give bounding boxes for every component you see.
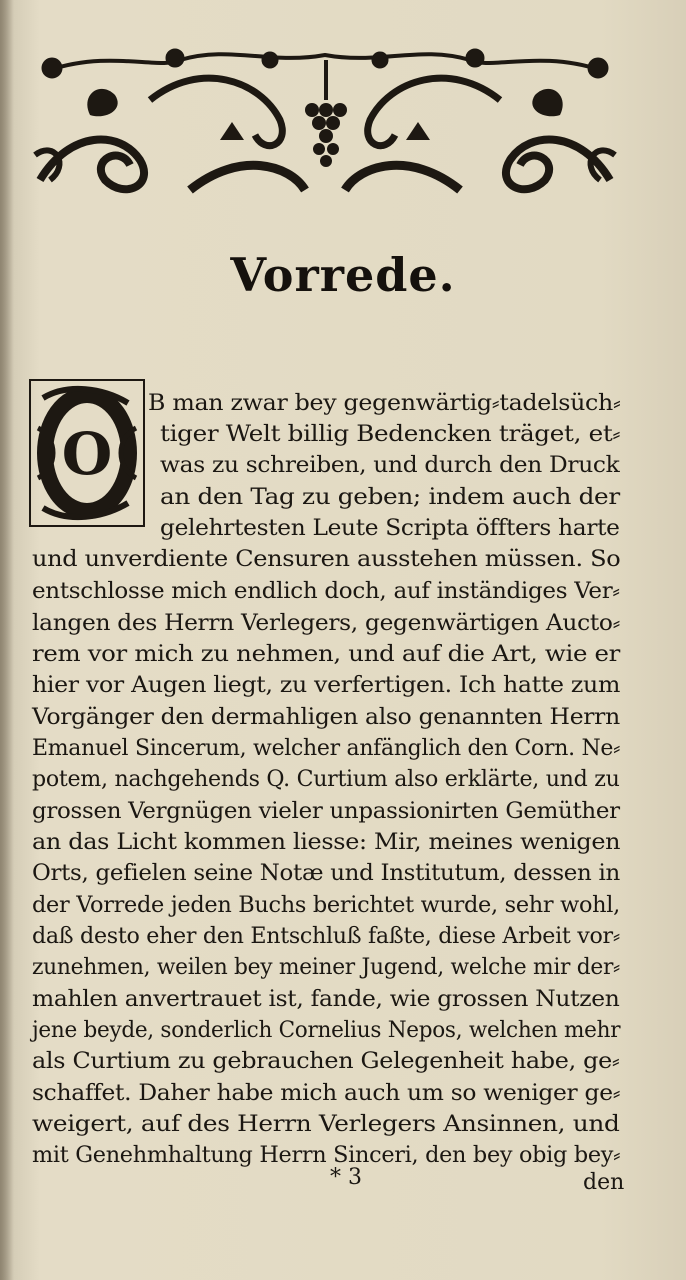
text-line: grossen Vergnügen vieler unpassionirten Gemüther [32,798,620,824]
text-line: Orts, gefielen seine Notæ und Institutum, dessen in [32,860,620,886]
text-line: an den Tag zu geben; indem auch der [160,484,620,510]
catchword: den [583,1170,625,1195]
text-line: der Vorrede jeden Buchs berichtet wurde, sehr wohl, [32,892,620,918]
text-line: gelehrtesten Leute Scripta öffters harte [160,515,620,541]
text-line: Emanuel Sincerum, welcher anfänglich den Corn. Ne⸗ [32,735,621,761]
text-line: weigert, auf des Herrn Verlegers Ansinnen, und [32,1111,620,1137]
signature-mark: * 3 [330,1165,362,1190]
text-line: Vorgänger den dermahligen also genannten Herrn [32,704,620,730]
svg-text:O: O [61,420,113,488]
text-line: rem vor mich zu nehmen, und auf die Art, wie er [32,641,620,667]
text-line: hier vor Augen liegt, zu verfertigen. Ich hatte zum [32,672,621,698]
text-line: zunehmen, weilen bey meiner Jugend, welche mir der⸗ [32,954,621,980]
text-line: und unverdiente Censuren ausstehen müssen. So [32,546,621,572]
page-title: Vorrede. [230,248,456,302]
text-line: langen des Herrn Verlegers, gegenwärtigen Aucto⸗ [32,610,621,636]
text-line: tiger Welt billig Bedencken träget, et⸗ [160,421,621,447]
decorated-initial-letter [28,378,146,528]
text-line: als Curtium zu gebrauchen Gelegenheit habe, ge⸗ [32,1048,620,1074]
text-line: B man zwar bey gegenwärtig⸗tadelsüch⸗ [148,390,621,416]
text-line: daß desto eher den Entschluß faßte, diese Arbeit vor⸗ [32,923,620,949]
text-line: mit Genehmhaltung Herrn Sinceri, den bey obig bey⸗ [32,1142,621,1168]
decorative-headpiece [30,40,620,205]
text-line: entschlosse mich endlich doch, auf inständiges Ver⸗ [32,578,620,604]
text-line: schaffet. Daher habe mich auch um so weniger ge⸗ [32,1080,621,1106]
text-line: mahlen anvertrauet ist, fande, wie grossen Nutzen [32,986,620,1012]
text-line: was zu schreiben, und durch den Druck [160,452,620,478]
text-line: jene beyde, sonderlich Cornelius Nepos, welchen mehr [32,1017,621,1043]
text-line: potem, nachgehends Q. Curtium also erklärte, und zu [32,766,620,792]
binding-shadow [0,0,14,1280]
text-line: an das Licht kommen liesse: Mir, meines wenigen [32,829,621,855]
